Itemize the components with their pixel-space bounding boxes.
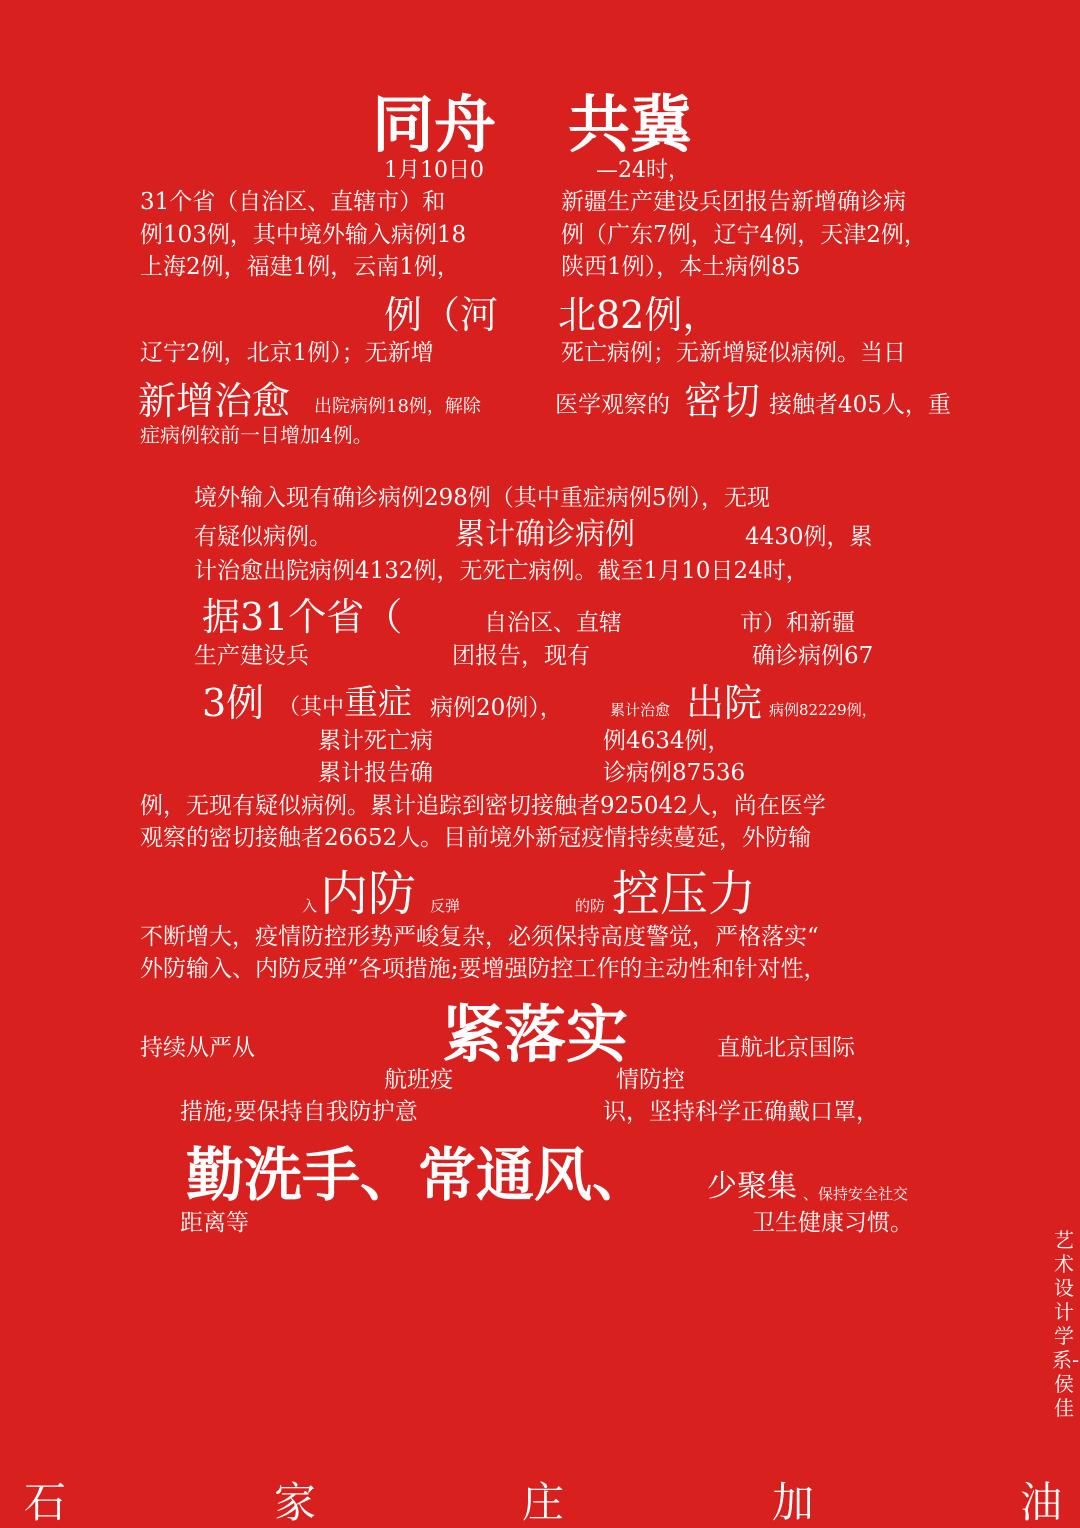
text-line: 新疆生产建设兵团报告新增确诊病 [561, 189, 906, 215]
text-line: 出院病例18例，解除 [314, 396, 481, 417]
emphasis-text: 控压力 [612, 866, 757, 922]
text-line: 措施;要保持自我防护意 [180, 1099, 418, 1125]
emphasis-text: 北82例， [558, 293, 721, 337]
emphasis-text: 累计确诊病例 [455, 517, 635, 552]
text-line: 医学观察的 [555, 392, 670, 418]
text-line: 1月10日0 [384, 158, 484, 183]
title-right: 共冀 [568, 88, 693, 161]
text-line: 自治区、直辖 [484, 610, 622, 636]
text-line: 辽宁2例，北京1例）；无新增 [140, 340, 434, 366]
emphasis-text: 内防 [320, 866, 417, 922]
text-line: 31个省（自治区、直辖市）和 [140, 189, 446, 215]
emphasis-text: 少聚集 [707, 1169, 797, 1204]
emphasis-text: 重症 [344, 683, 412, 723]
text-line: 累计报告确 [318, 760, 433, 786]
text-line: 病例20例）， [430, 695, 563, 721]
author-credit: 艺术设计学系-侯佳 [1052, 1228, 1080, 1420]
text-line: 例103例，其中境外输入病例18 [140, 222, 467, 248]
text-line: 团报告，现有 [452, 643, 590, 669]
text-line: 症病例较前一日增加4例。 [140, 423, 373, 447]
text-line: 接触者405人，重 [769, 392, 951, 418]
text-line: 距离等 [180, 1210, 249, 1236]
text-line: 例4634例， [603, 728, 731, 754]
emphasis-text: 密切 [684, 379, 761, 423]
text-line: 识，坚持科学正确戴口罩， [603, 1099, 879, 1125]
text-line: 例，无现有疑似病例。累计追踪到密切接触者925042人，尚在医学 [140, 793, 826, 819]
text-line: 诊病例87536 [603, 760, 746, 786]
text-line: 、保持安全社交 [803, 1185, 909, 1203]
text-line: 市）和新疆 [740, 610, 855, 636]
slogan-char: 家 [274, 1478, 317, 1527]
slogan-char: 石 [24, 1478, 67, 1527]
text-line: 累计死亡病 [318, 728, 433, 754]
text-line: 生产建设兵 [194, 643, 309, 669]
emphasis-text: 新增治愈 [138, 379, 291, 423]
text-line: 情防控 [616, 1067, 685, 1093]
slogan-char: 庄 [522, 1478, 565, 1527]
emphasis-text: 例（河 [384, 293, 499, 337]
slogan-char: 油 [1020, 1478, 1063, 1527]
text-line: 4430例，累 [745, 524, 873, 550]
emphasis-text: 据31个省（ [202, 595, 403, 639]
text-line: 观察的密切接触者26652人。目前境外新冠疫情持续蔓延，外防输 [140, 825, 812, 851]
emphasis-text: 3例 [202, 681, 265, 725]
text-line: 反弹 [430, 897, 461, 915]
text-line: 上海2例，福建1例，云南1例， [140, 254, 460, 280]
text-line: 有疑似病例。 [194, 524, 332, 550]
slogan-char: 加 [772, 1478, 815, 1527]
text-line: 的防 [575, 897, 606, 915]
emphasis-text: 勤洗手、常通风、 [186, 1141, 651, 1209]
text-line: 航班疫 [384, 1067, 453, 1093]
text-line: 病例82229例， [769, 701, 877, 719]
text-line: 境外输入现有确诊病例298例（其中重症病例5例），无现 [194, 485, 771, 511]
text-line: 卫生健康习惯。 [752, 1210, 913, 1236]
emphasis-text: 紧落实 [442, 998, 629, 1071]
text-line: 确诊病例67 [752, 643, 874, 669]
text-line: 持续从严从 [140, 1035, 255, 1061]
title-left: 同舟 [372, 88, 497, 161]
text-line: 直航北京国际 [717, 1035, 855, 1061]
text-line: 外防输入、内防反弹”各项措施;要增强防控工作的主动性和针对性， [140, 956, 827, 982]
text-line: （其中 [278, 695, 345, 720]
text-line: 计治愈出院病例4132例，无死亡病例。截至1月10日24时， [194, 558, 809, 584]
text-line: 累计治愈 [610, 701, 671, 719]
emphasis-text: 出院 [686, 681, 763, 725]
text-line: 死亡病例；无新增疑似病例。当日 [561, 340, 906, 366]
text-line: 例（广东7例，辽宁4例，天津2例， [561, 222, 927, 248]
text-line: —24时， [596, 158, 690, 183]
text-line: 不断增大，疫情防控形势严峻复杂，必须保持高度警觉，严格落实“ [140, 924, 819, 950]
text-line: 陕西1例），本土病例85 [561, 254, 801, 280]
text-line: 入 [302, 897, 318, 915]
